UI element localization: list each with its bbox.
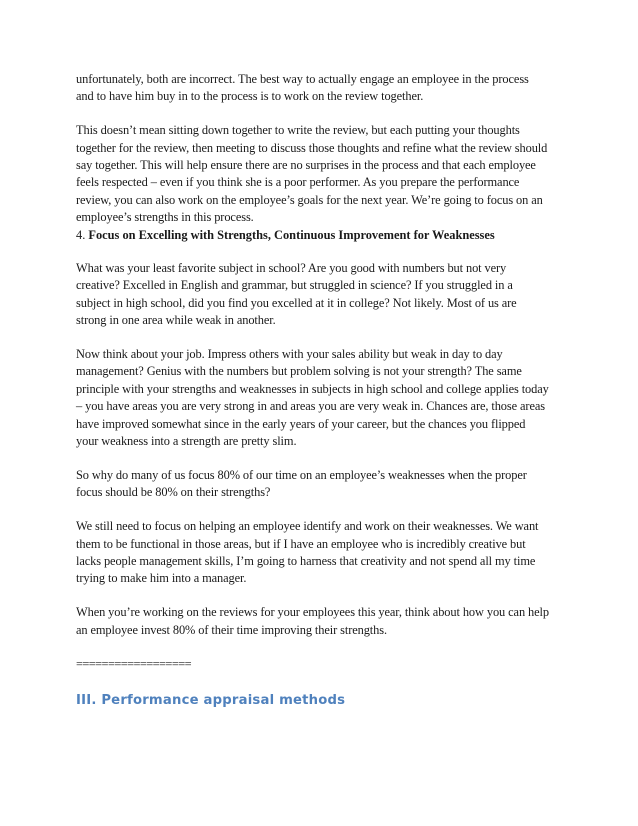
heading-number: 4. <box>76 227 89 242</box>
text-line: management? Genius with the numbers but problem solving is not your strength? The same <box>76 364 522 379</box>
text-line: and to have him buy in to the process is to work on the review together. <box>76 89 424 104</box>
text-line: review, you can also work on the employee’s goals for the next year. We’re going to focus on an <box>76 192 543 207</box>
paragraph <box>76 604 576 639</box>
paragraph <box>76 122 576 226</box>
text-line: subject in high school, did you find you excelled at it in college? Not likely. Most of us are <box>76 295 517 310</box>
text-line: So why do many of us focus 80% of our time on an employee’s weaknesses when the proper <box>76 467 527 482</box>
text-line: strong in one area while weak in another. <box>76 313 276 328</box>
section-heading: III. Performance appraisal methods <box>76 692 346 708</box>
text-line: What was your least favorite subject in school? Are you good with numbers but not very <box>76 261 507 276</box>
text-line: – you have areas you are very strong in and areas you are very weak in. Chances are, those areas <box>76 399 545 414</box>
text-line: focus should be 80% on their strengths? <box>76 485 271 500</box>
text-line: lacks people management skills, I’m going to harness that creativity and not spend all my time <box>76 553 536 568</box>
text-line: We still need to focus on helping an employee identify and work on their weaknesses. We want <box>76 519 539 534</box>
text-line: an employee invest 80% of their time improving their strengths. <box>76 622 387 637</box>
numbered-heading <box>76 227 576 244</box>
paragraph <box>76 71 576 106</box>
section-divider: ================== <box>76 656 191 671</box>
text-line: When you’re working on the reviews for your employees this year, think about how you can help <box>76 605 549 620</box>
text-line: employee’s strengths in this process. <box>76 210 254 225</box>
text-line: principle with your strengths and weaknesses in subjects in high school and college applies today <box>76 381 549 396</box>
text-line: feels respected – even if you think she is a poor performer. As you prepare the performance <box>76 175 520 190</box>
text-line: Now think about your job. Impress others with your sales ability but weak in day to day <box>76 347 503 362</box>
text-line: This doesn’t mean sitting down together to write the review, but each putting your thoughts <box>76 123 520 138</box>
heading-title: Focus on Excelling with Strengths, Continuous Improvement for Weaknesses <box>88 227 495 242</box>
paragraph <box>76 518 576 588</box>
text-line: trying to make him into a manager. <box>76 571 247 586</box>
text-line: say together. This will help ensure there are no surprises in the process and that each employee <box>76 158 536 173</box>
text-line: creative? Excelled in English and grammar, but struggled in science? If you struggled in a <box>76 278 513 293</box>
paragraph <box>76 467 576 502</box>
paragraph <box>76 346 576 450</box>
text-line: together for the review, then meeting to discuss those thoughts and refine what the review should <box>76 140 548 155</box>
text-line: have improved somewhat since in the early years of your career, but the chances you flipped <box>76 416 526 431</box>
text-line: your weakness into a strength are pretty slim. <box>76 434 297 449</box>
document-body <box>76 71 576 708</box>
paragraph <box>76 260 576 330</box>
text-line: them to be functional in those areas, but if I have an employee who is incredibly creative but <box>76 536 526 551</box>
text-line: unfortunately, both are incorrect. The best way to actually engage an employee in the process <box>76 72 529 86</box>
